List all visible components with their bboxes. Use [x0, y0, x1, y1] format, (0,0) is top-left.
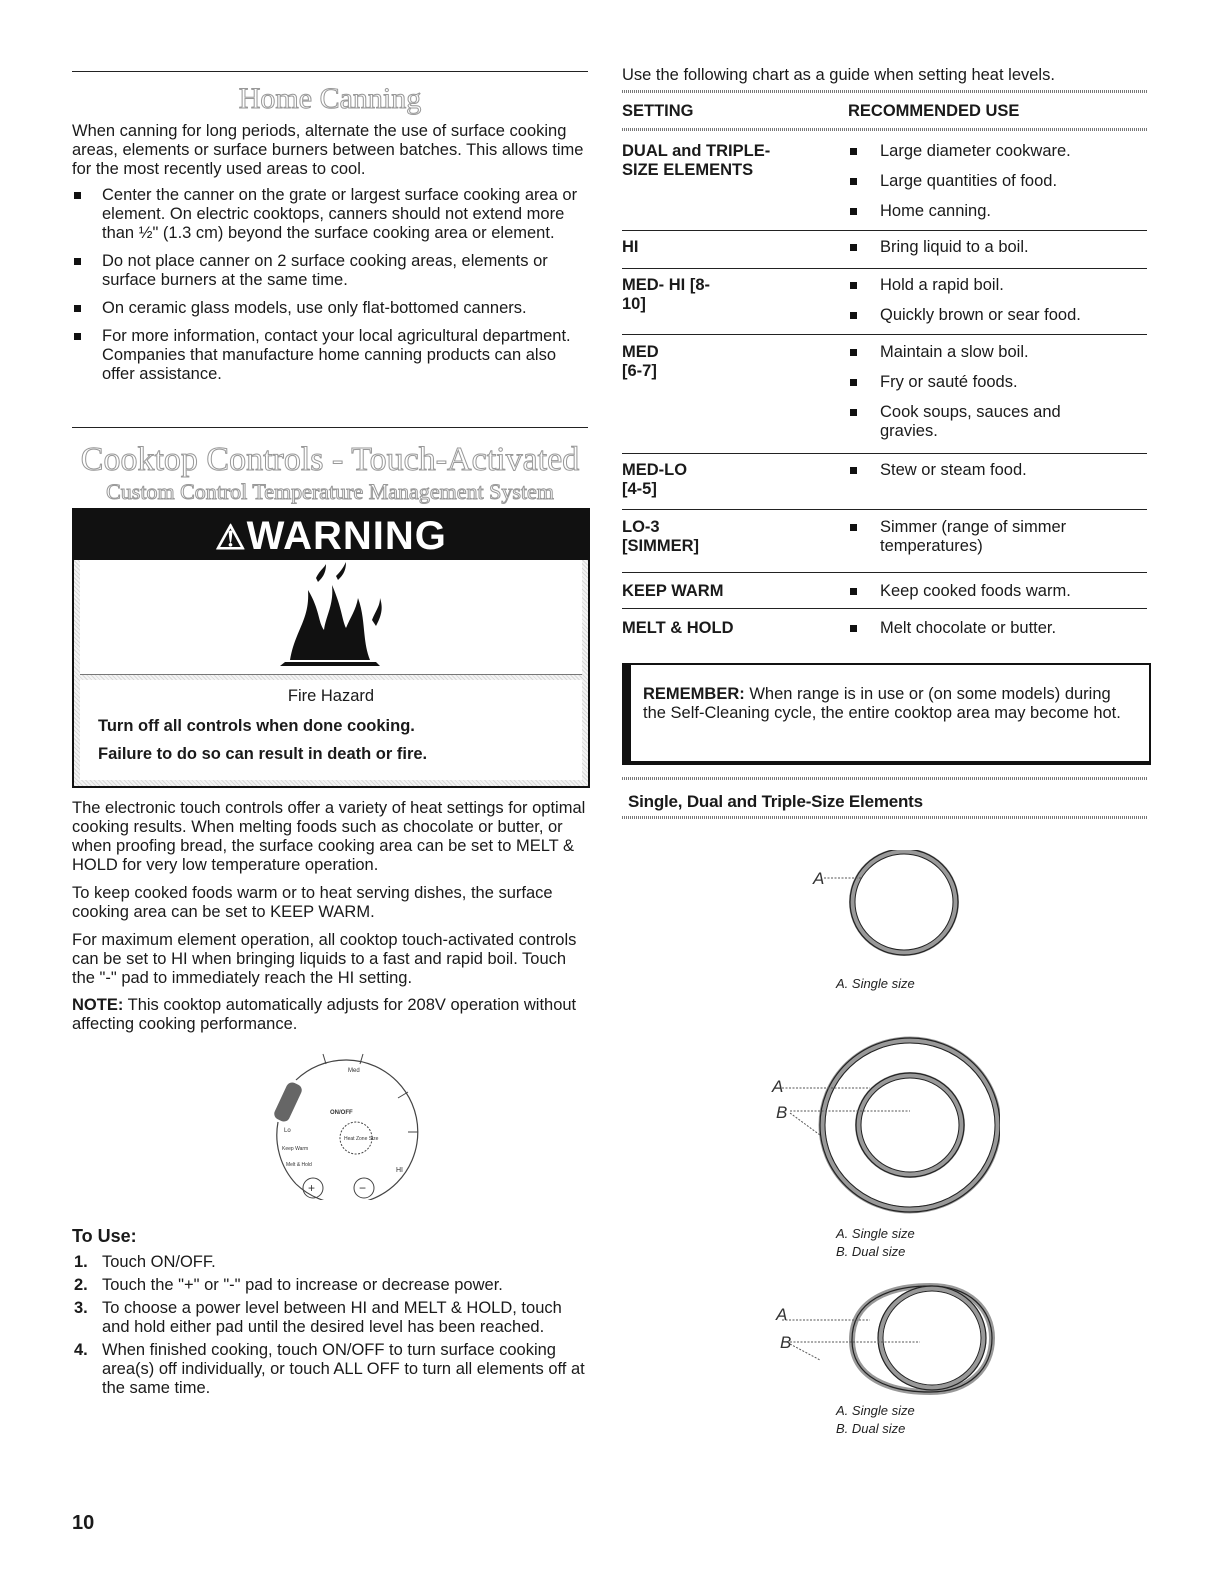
caption-dual: B. Dual size — [836, 1244, 906, 1259]
table-cell-use: Large diameter cookware. Large quantities of food. Home canning. — [848, 142, 1148, 232]
dial-label-keep-warm: Keep Warm — [282, 1146, 309, 1152]
remember-text: When range is in use or (on some models) during the Self-Cleaning cycle, the entire cooktop area may become hot. — [643, 685, 1121, 722]
dial-label-melt-hold: Melt & Hold — [286, 1162, 312, 1168]
warning-title: ⚠WARNING — [215, 514, 447, 558]
warning-box — [72, 508, 590, 788]
table-cell-setting: MELT & HOLD — [622, 619, 734, 637]
table-cell-use: Simmer (range of simmer temperatures) — [848, 518, 1148, 567]
label-a: A — [772, 1077, 784, 1096]
label-a: A — [813, 869, 825, 888]
table-cell-use: Stew or steam food. — [848, 461, 1148, 491]
table-row — [622, 619, 1147, 645]
remember-box — [622, 663, 1151, 765]
table-cell-setting: KEEP WARM — [622, 582, 724, 600]
label-b: B — [780, 1333, 792, 1352]
caption-single: A. Single size — [836, 976, 915, 991]
table-row — [622, 518, 1147, 573]
label-b: B — [776, 1103, 788, 1122]
table-row — [622, 582, 1147, 609]
dial-label-lo: Lo — [284, 1128, 291, 1134]
home-canning-title: Home Canning — [238, 82, 422, 115]
warning-hazard: Fire Hazard — [287, 687, 375, 705]
table-row — [622, 276, 1147, 335]
caption-single: A. Single size — [836, 1403, 915, 1418]
table-top-rule — [622, 90, 1147, 93]
dial-minus-icon: − — [359, 1181, 367, 1195]
dial-label-heat-zone: Heat Zone Size — [344, 1136, 379, 1142]
table-row — [622, 343, 1147, 454]
table-cell-use: Keep cooked foods warm. — [848, 582, 1148, 612]
list-item: For more information, contact your local agricultural department. Companies that manufacture home canning products can also offer assistance. — [72, 327, 588, 384]
table-cell-use: Hold a rapid boil. Quickly brown or sear food. — [848, 276, 1148, 336]
list-item: 4. When finished cooking, touch ON/OFF to turn surface cooking area(s) off individually, or touch ALL OFF to turn all elements off at the same time. — [74, 1341, 585, 1397]
table-header-rule — [622, 128, 1147, 131]
warning-line-2: Failure to do so can result in death or fire. — [98, 745, 428, 763]
dual-element-diagram — [760, 1025, 1000, 1215]
fire-icon — [80, 560, 582, 674]
table-cell-use: Maintain a slow boil. Fry or sauté foods. Cook soups, sauces and gravies. — [848, 343, 1148, 452]
dial-plus-icon: + — [308, 1181, 316, 1195]
table-cell-setting: MED [6-7] — [622, 343, 659, 380]
note-paragraph — [72, 996, 588, 1034]
oval-element-diagram — [760, 1280, 1000, 1400]
table-header-use: RECOMMENDED USE — [848, 102, 1020, 120]
table-row — [622, 142, 1147, 231]
table-row — [622, 238, 1147, 269]
controls-subtitle: Custom Control Temperature Management System — [106, 479, 554, 504]
dial-label-med: Med — [348, 1068, 360, 1074]
top-rule — [72, 71, 588, 72]
table-cell-setting: MED-LO [4-5] — [622, 461, 688, 498]
to-use-steps — [72, 1253, 588, 1402]
elements-title-rule — [622, 816, 1147, 819]
table-cell-setting: MED- HI [8-10] — [622, 276, 710, 313]
home-canning-bullets — [72, 186, 588, 393]
warning-line-1: Turn off all controls when done cooking. — [98, 717, 415, 735]
list-item: Do not place canner on 2 surface cooking areas, elements or surface burners at the same time. — [72, 252, 588, 290]
remember-label: REMEMBER: — [643, 685, 745, 703]
table-cell-use: Bring liquid to a boil. — [848, 238, 1148, 268]
controls-title: Cooktop Controls - Touch-Activated — [80, 441, 580, 478]
table-row — [622, 461, 1147, 510]
elements-top-rule — [622, 777, 1147, 780]
dial-label-onoff: ON/OFF — [330, 1110, 353, 1116]
list-item: Center the canner on the grate or largest surface cooking area or element. On electric cooktops, canners should not extend more than ½" (1.3 cm) beyond the surface cooking area or element. — [72, 186, 588, 243]
to-use-title: To Use: — [72, 1226, 137, 1246]
dial-label-hi: HI — [396, 1167, 403, 1174]
body-paragraph: For maximum element operation, all cooktop touch-activated controls can be set to HI when bringing liquids to a fast and rapid boil. Touch the "-" pad to immediately reach the HI setting. — [72, 931, 577, 987]
warning-text-panel — [80, 680, 582, 780]
table-cell-setting: DUAL and TRIPLE-SIZE ELEMENTS — [622, 142, 771, 179]
body-paragraph: To keep cooked foods warm or to heat serving dishes, the surface cooking area can be set to KEEP WARM. — [72, 884, 553, 921]
caption-single: A. Single size — [836, 1226, 915, 1241]
body-paragraph: The electronic touch controls offer a variety of heat settings for optimal cooking results. When melting foods such as chocolate or butter, or when proofing bread, the surface cooking area can be set to MELT & HOLD for very low temperature operation. — [72, 799, 586, 874]
list-item: On ceramic glass models, use only flat-bottomed canners. — [72, 299, 588, 318]
page-number: 10 — [72, 1512, 95, 1534]
elements-title: Single, Dual and Triple-Size Elements — [628, 792, 923, 811]
note-text: This cooktop automatically adjusts for 208V operation without affecting cooking performance. — [72, 996, 577, 1033]
warning-triangle-icon: ⚠ — [215, 519, 247, 557]
single-element-diagram — [800, 850, 970, 960]
warning-symbol-panel — [80, 560, 582, 675]
chart-intro: Use the following chart as a guide when setting heat levels. — [622, 66, 1055, 84]
note-label: NOTE: — [72, 996, 124, 1014]
caption-dual: B. Dual size — [836, 1421, 906, 1436]
list-item: 1. Touch ON/OFF. — [74, 1253, 216, 1271]
table-cell-setting: LO-3 [SIMMER] — [622, 518, 699, 555]
list-item: 2. Touch the "+" or "-" pad to increase or decrease power. — [74, 1276, 503, 1294]
section-rule — [72, 427, 588, 428]
table-cell-use: Melt chocolate or butter. — [848, 619, 1148, 649]
table-cell-setting: HI — [622, 238, 639, 256]
label-a: A — [776, 1305, 788, 1324]
list-item: 3. To choose a power level between HI and MELT & HOLD, touch and hold either pad until the desired level has been reached. — [74, 1299, 562, 1336]
control-dial-diagram — [268, 1052, 428, 1200]
home-canning-intro: When canning for long periods, alternate the use of surface cooking areas, elements or surface burners between batches. This allows time for the most recently used areas to cool. — [72, 122, 584, 178]
table-header-setting: SETTING — [622, 102, 694, 120]
